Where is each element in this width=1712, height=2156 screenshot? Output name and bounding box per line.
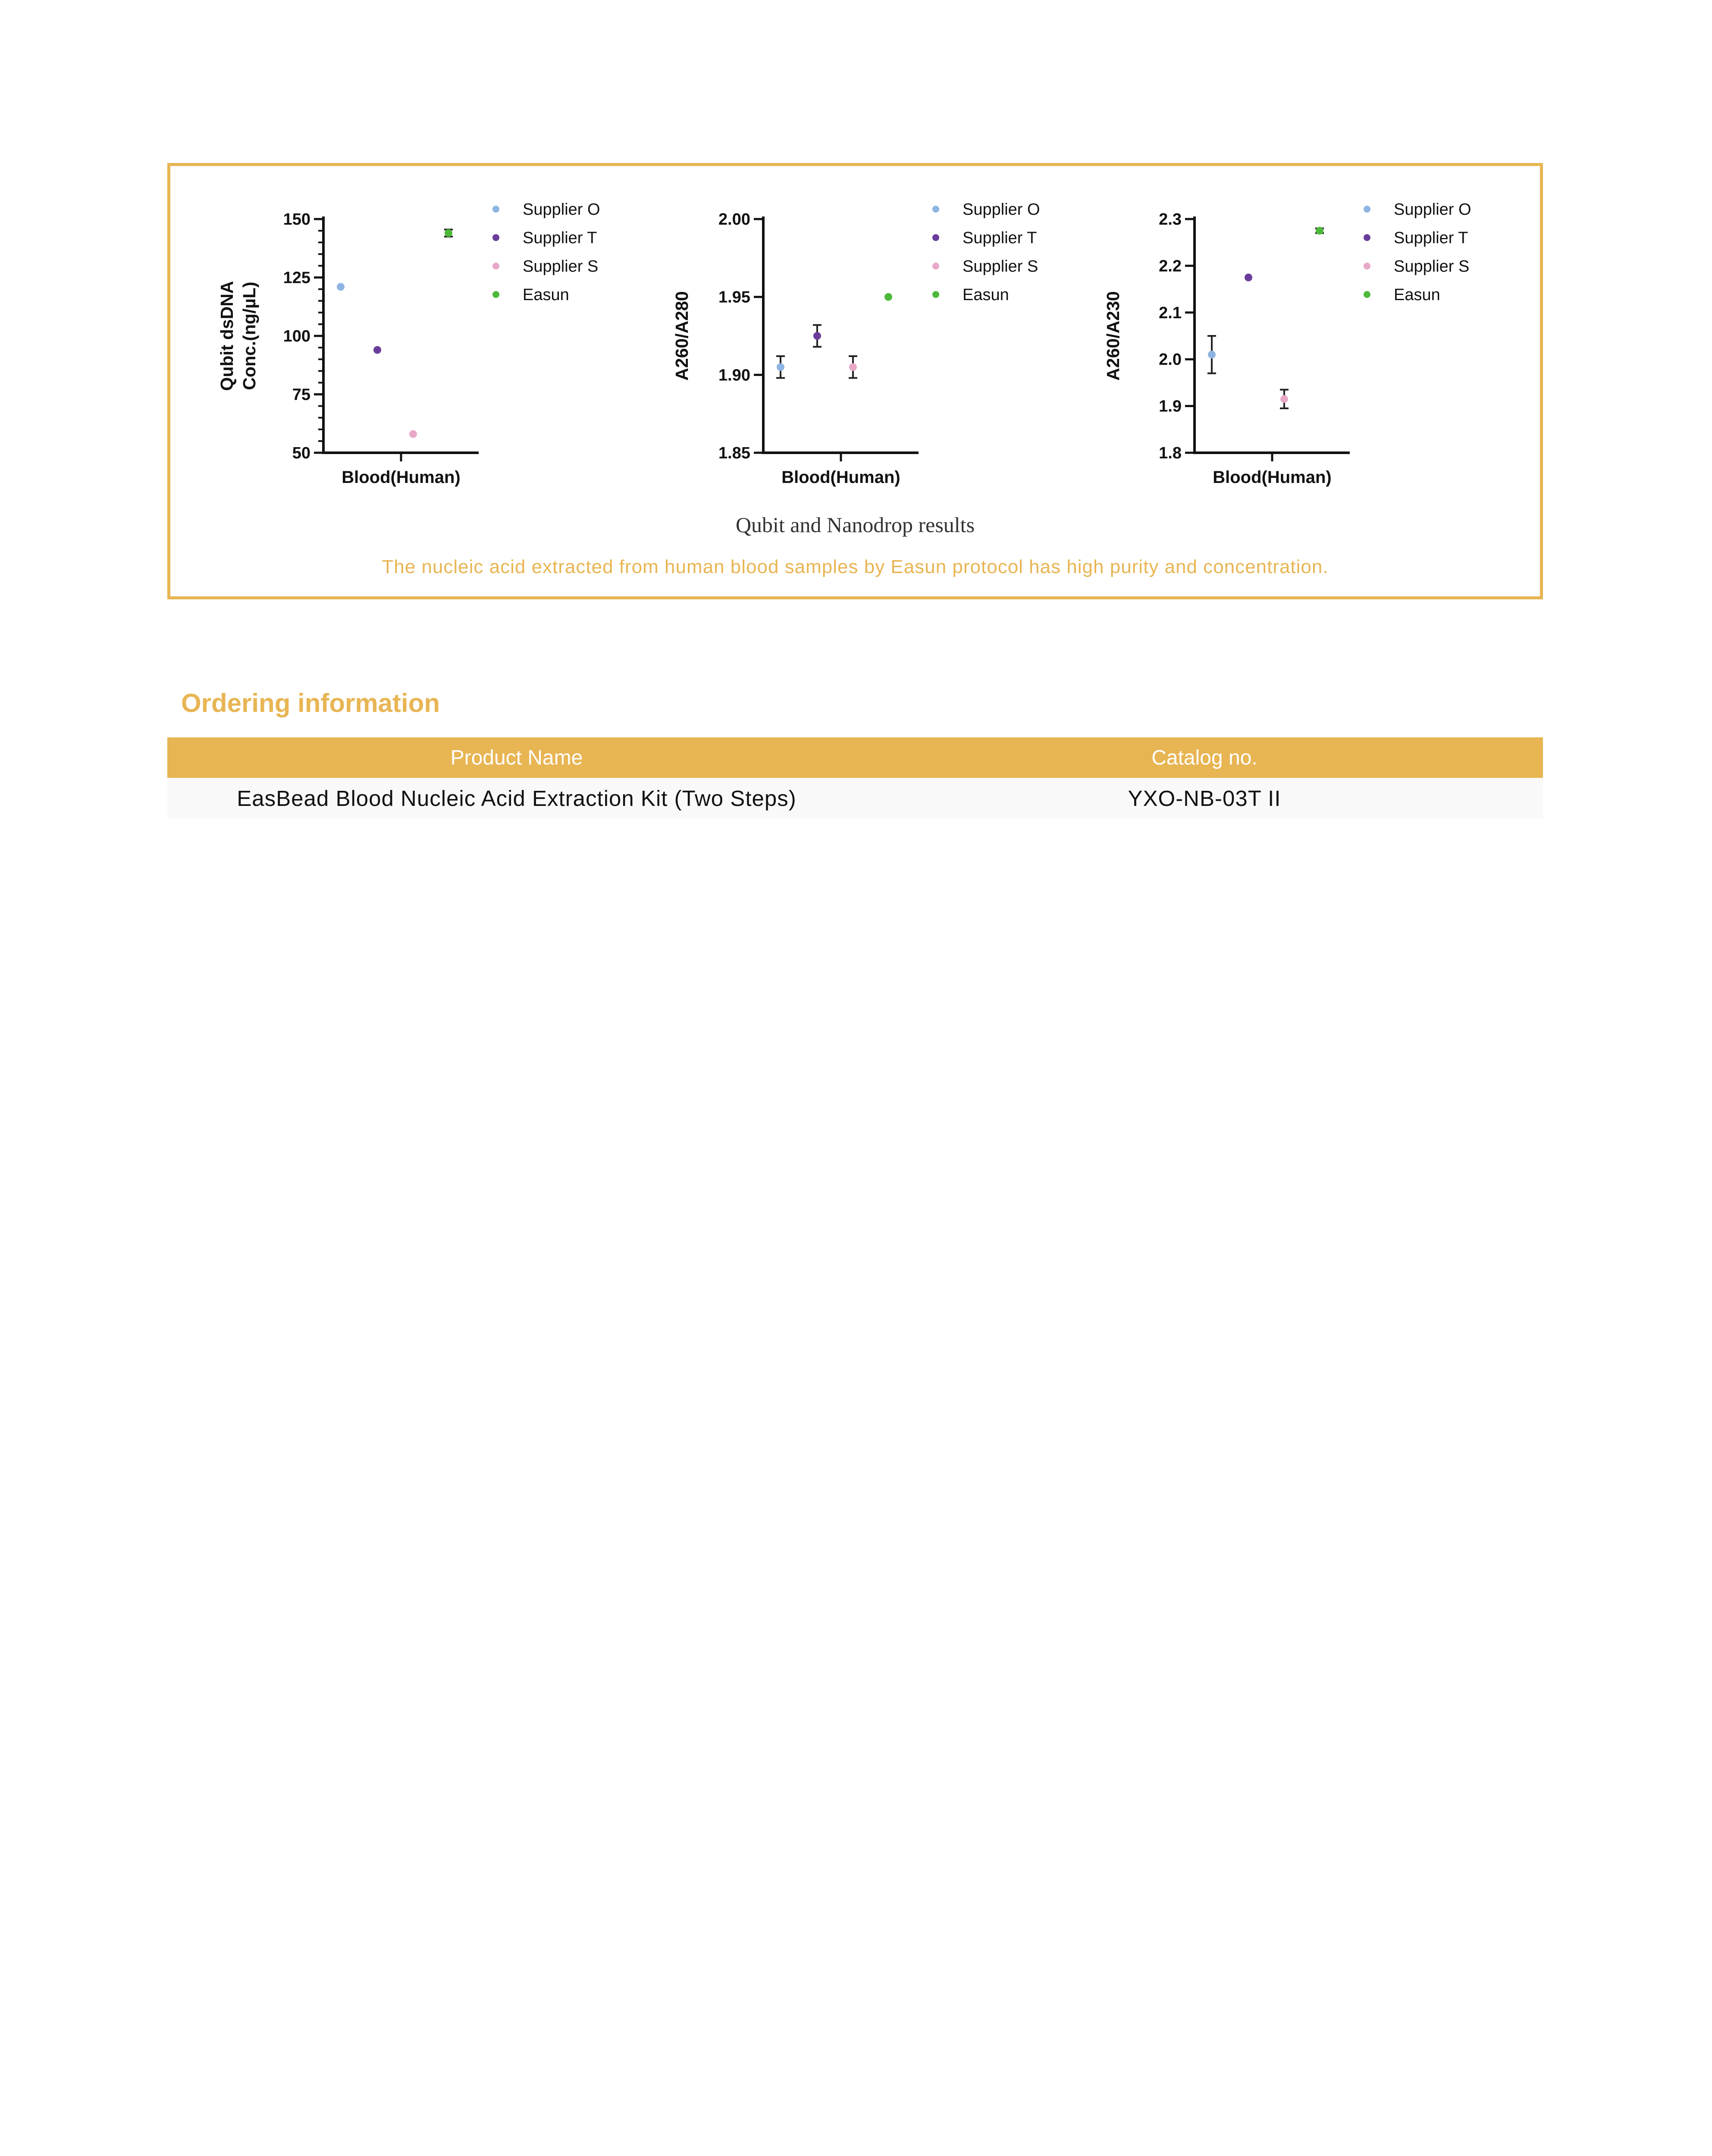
legend-marker xyxy=(1364,234,1370,241)
y-axis-label: Conc.(ng/µL) xyxy=(239,282,259,390)
table-row xyxy=(167,778,1543,818)
y-axis-label: A260/A280 xyxy=(672,291,692,381)
data-point-supplier-t xyxy=(813,332,821,340)
header-catalog-no: Catalog no. xyxy=(866,737,1543,778)
y-tick-label: 1.95 xyxy=(718,288,750,307)
data-point-easun xyxy=(884,293,892,301)
catalog-no-cell: YXO-NB-03T II xyxy=(866,778,1543,818)
legend-marker xyxy=(1364,291,1370,298)
y-tick-label: 2.00 xyxy=(718,210,750,229)
x-category-label: Blood(Human) xyxy=(1213,468,1332,487)
x-category-label: Blood(Human) xyxy=(342,468,461,487)
legend-label: Easun xyxy=(523,286,569,304)
data-point-supplier-t xyxy=(373,346,381,354)
legend-label: Supplier O xyxy=(963,201,1040,219)
legend-marker xyxy=(932,206,939,213)
legend-label: Supplier T xyxy=(963,229,1037,247)
legend-label: Supplier S xyxy=(963,257,1038,276)
data-point-supplier-s xyxy=(409,430,417,438)
a260-a230-chart xyxy=(1087,185,1475,513)
legend-marker xyxy=(932,234,939,241)
legend-label: Supplier T xyxy=(523,229,597,247)
legend-marker xyxy=(1364,206,1370,213)
header-product-name: Product Name xyxy=(167,737,866,778)
y-axis-label: Qubit dsDNA xyxy=(217,281,237,391)
y-tick-label: 1.9 xyxy=(1159,397,1182,416)
y-tick-label: 1.90 xyxy=(718,366,750,385)
legend-label: Supplier S xyxy=(1394,257,1470,276)
legend-label: Easun xyxy=(1394,286,1440,304)
data-point-supplier-o xyxy=(337,283,345,291)
y-tick-label: 100 xyxy=(283,327,310,345)
y-tick-label: 2.2 xyxy=(1159,257,1182,276)
data-point-supplier-s xyxy=(849,363,857,371)
data-point-easun xyxy=(445,229,452,237)
legend-marker xyxy=(492,291,499,298)
legend-marker xyxy=(1364,263,1370,270)
figure-note: The nucleic acid extracted from human blood samples by Easun protocol has high purity and concentration. xyxy=(382,556,1329,577)
legend-marker xyxy=(932,291,939,298)
legend-marker xyxy=(492,263,499,270)
legend-label: Easun xyxy=(963,286,1009,304)
data-point-supplier-s xyxy=(1280,395,1288,403)
y-tick-label: 125 xyxy=(283,269,310,287)
y-tick-label: 75 xyxy=(292,385,310,404)
ordering-title: Ordering information xyxy=(181,689,440,718)
legend-marker xyxy=(932,263,939,270)
y-tick-label: 2.0 xyxy=(1159,351,1182,369)
y-axis-label: A260/A230 xyxy=(1103,291,1123,381)
legend-marker xyxy=(492,206,499,213)
y-tick-label: 2.1 xyxy=(1159,304,1182,322)
legend-label: Supplier S xyxy=(523,257,599,276)
x-category-label: Blood(Human) xyxy=(781,468,900,487)
y-tick-label: 50 xyxy=(292,444,310,462)
y-tick-label: 2.3 xyxy=(1159,210,1182,229)
data-point-easun xyxy=(1316,227,1323,235)
data-point-supplier-o xyxy=(777,363,784,371)
data-point-supplier-t xyxy=(1245,274,1252,282)
ordering-table xyxy=(167,737,1543,818)
y-tick-label: 150 xyxy=(283,210,310,229)
legend-label: Supplier O xyxy=(523,201,600,219)
a260-a280-chart xyxy=(655,185,1044,513)
legend-label: Supplier T xyxy=(1394,229,1468,247)
y-tick-label: 1.85 xyxy=(718,444,750,462)
figure-caption: Qubit and Nanodrop results xyxy=(735,513,975,537)
qubit-concentration-chart xyxy=(216,185,604,513)
legend-label: Supplier O xyxy=(1394,201,1471,219)
legend-marker xyxy=(492,234,499,241)
product-name-cell: EasBead Blood Nucleic Acid Extraction Kit (Two Steps) xyxy=(167,778,866,818)
y-tick-label: 1.8 xyxy=(1159,444,1182,462)
data-point-supplier-o xyxy=(1208,351,1216,358)
table-header-row xyxy=(167,737,1543,778)
